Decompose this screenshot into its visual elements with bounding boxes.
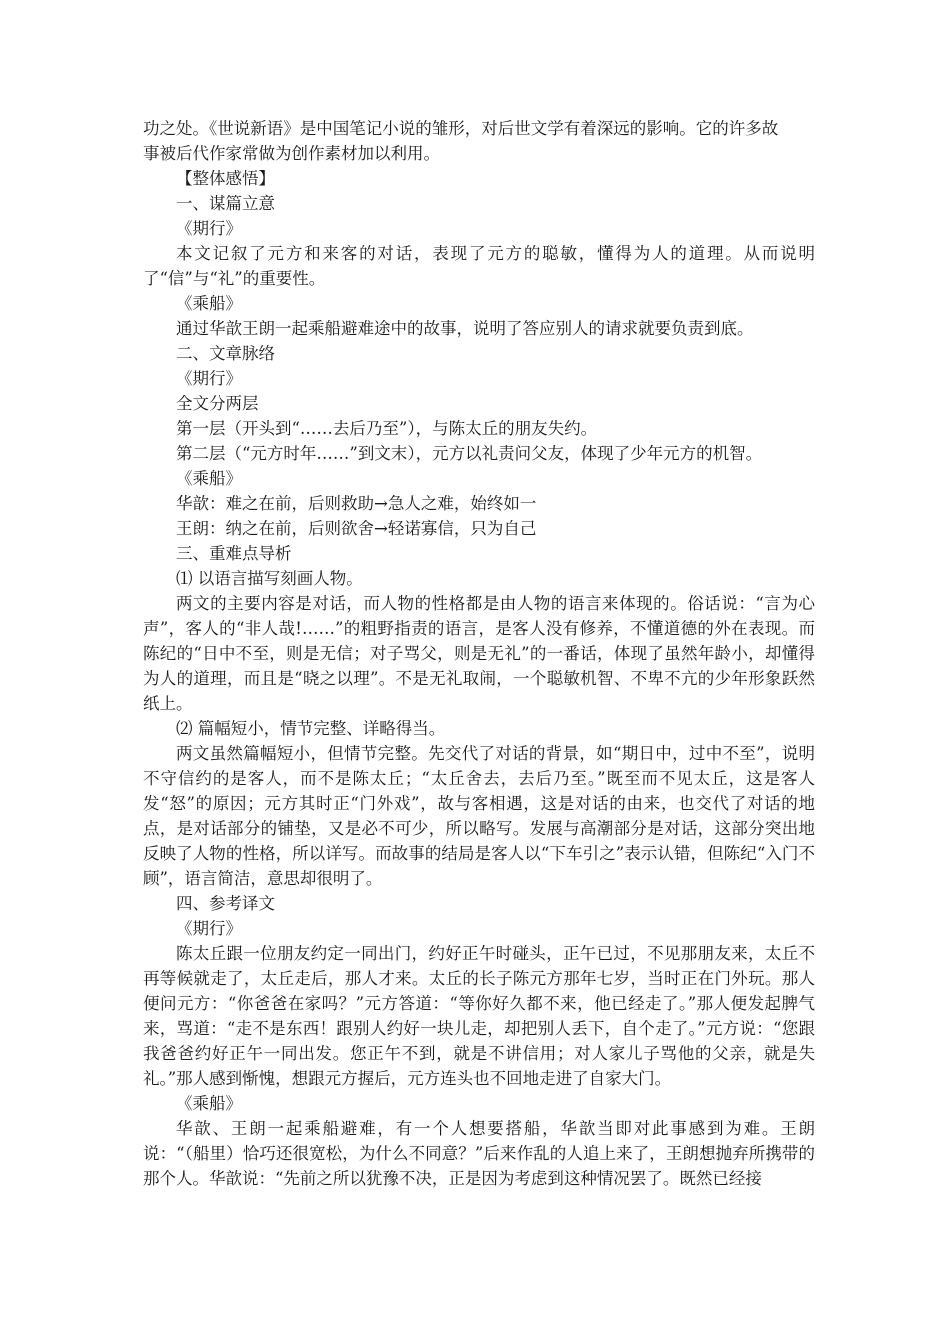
paragraph-text: 本文记叙了元方和来客的对话，表现了元方的聪敏，懂得为人的道理。从而说明了“信”与“礼”的重要性。 bbox=[143, 244, 815, 288]
layer-line: 第一层（开头到“……去后乃至”），与陈太丘的朋友失约。 bbox=[176, 419, 598, 438]
paragraph-text: 两文的主要内容是对话，而人物的性格都是由人物的语言来体现的。俗话说：“言为心声”，客人的“非人哉!……”的粗野指责的语言，是客人没有修养，不懂道德的外在表现。而陈纪的“日中不至，则是无信；对子骂父，则是无礼”的一番话，体现了虽然年龄小，却懂得为人的道理，而且是“晓之以理”。不是无礼取闹，一个聪敏机智、不卑不亢的少年形象跃然纸上。 bbox=[143, 594, 815, 713]
work-label-chengchuan: 《乘船》 bbox=[176, 294, 242, 313]
layer-line: 全文分两层 bbox=[176, 394, 259, 413]
paragraph-text: 华歆、王朗一起乘船避难，有一个人想要搭船，华歆当即对此事感到为难。王朗说：“（船里）恰巧还很宽松，为什么不同意？”后来作乱的人追上来了，王朗想抛弃所携带的那个人。华歆说：“先前之所以犹豫不决，正是因为考虑到这种情况罢了。既然已经接 bbox=[143, 1119, 815, 1188]
work-label-chengchuan: 《乘船》 bbox=[176, 1094, 242, 1113]
paragraph-text: 通过华歆王朗一起乘船避难途中的故事，说明了答应别人的请求就要负责到底。 bbox=[176, 319, 754, 338]
paragraph-chengchuan-translation bbox=[143, 1116, 815, 1191]
work-label-qixing: 《期行》 bbox=[176, 219, 242, 238]
paragraph-point-1 bbox=[143, 591, 815, 716]
paragraph-point-2 bbox=[143, 741, 815, 891]
point-title-1: ⑴ 以语言描写刻画人物。 bbox=[176, 569, 363, 588]
document-body bbox=[143, 116, 815, 1191]
intro-line-1: 功之处。《世说新语》是中国笔记小说的雏形，对后世文学有着深远的影响。它的许多故 bbox=[143, 119, 779, 138]
work-label-qixing: 《期行》 bbox=[176, 369, 242, 388]
section-title-3: 三、重难点导析 bbox=[176, 544, 292, 563]
work-label-chengchuan: 《乘船》 bbox=[176, 469, 242, 488]
paragraph-qixing-theme bbox=[143, 241, 815, 291]
section-title-4: 四、参考译文 bbox=[176, 894, 275, 913]
person-line: 王朗：纳之在前，后则欲舍→轻诺寡信，只为自己 bbox=[176, 519, 537, 538]
work-label-qixing: 《期行》 bbox=[176, 919, 242, 938]
section-title-2: 二、文章脉络 bbox=[176, 344, 275, 363]
layer-line: 第二层（“元方时年……”到文末），元方以礼责问父友，体现了少年元方的机智。 bbox=[176, 444, 763, 463]
paragraph-text: 两文虽然篇幅短小，但情节完整。先交代了对话的背景，如“期日中，过中不至”，说明不守信约的是客人，而不是陈太丘；“太丘舍去，去后乃至。”既至而不见太丘，这是客人发“怒”的原因；元方其时正“门外戏”，故与客相遇，这是对话的由来，也交代了对话的地点，是对话部分的铺垫，又是必不可少，所以略写。发展与高潮部分是对话，这部分突出地反映了人物的性格，所以详写。而故事的结局是客人以“下车引之”表示认错，但陈纪“入门不顾”，语言简洁，意思却很明了。 bbox=[143, 744, 815, 888]
section-title-overall: 【整体感悟】 bbox=[176, 169, 275, 188]
point-title-2: ⑵ 篇幅短小，情节完整、详略得当。 bbox=[176, 719, 446, 738]
paragraph-text: 陈太丘跟一位朋友约定一同出门，约好正午时碰头，正午已过，不见那朋友来，太丘不再等候就走了，太丘走后，那人才来。太丘的长子陈元方那年七岁，当时正在门外玩。那人便问元方：“你爸爸在家吗？”元方答道：“等你好久都不来，他已经走了。”那人便发起脾气来，骂道：“走不是东西！跟别人约好一块儿走，却把别人丢下，自个走了。”元方说：“您跟我爸爸约好正午一同出发。您正午不到，就是不讲信用；对人家儿子骂他的父亲，就是失礼。”那人感到惭愧，想跟元方握后，元方连头也不回地走进了自家大门。 bbox=[143, 944, 815, 1088]
section-title-1: 一、谋篇立意 bbox=[176, 194, 275, 213]
paragraph-chengchuan-theme bbox=[143, 316, 815, 341]
intro-line-2: 事被后代作家常做为创作素材加以利用。 bbox=[143, 144, 440, 163]
person-line: 华歆：难之在前，后则救助→急人之难，始终如一 bbox=[176, 494, 537, 513]
paragraph-qixing-translation bbox=[143, 941, 815, 1091]
